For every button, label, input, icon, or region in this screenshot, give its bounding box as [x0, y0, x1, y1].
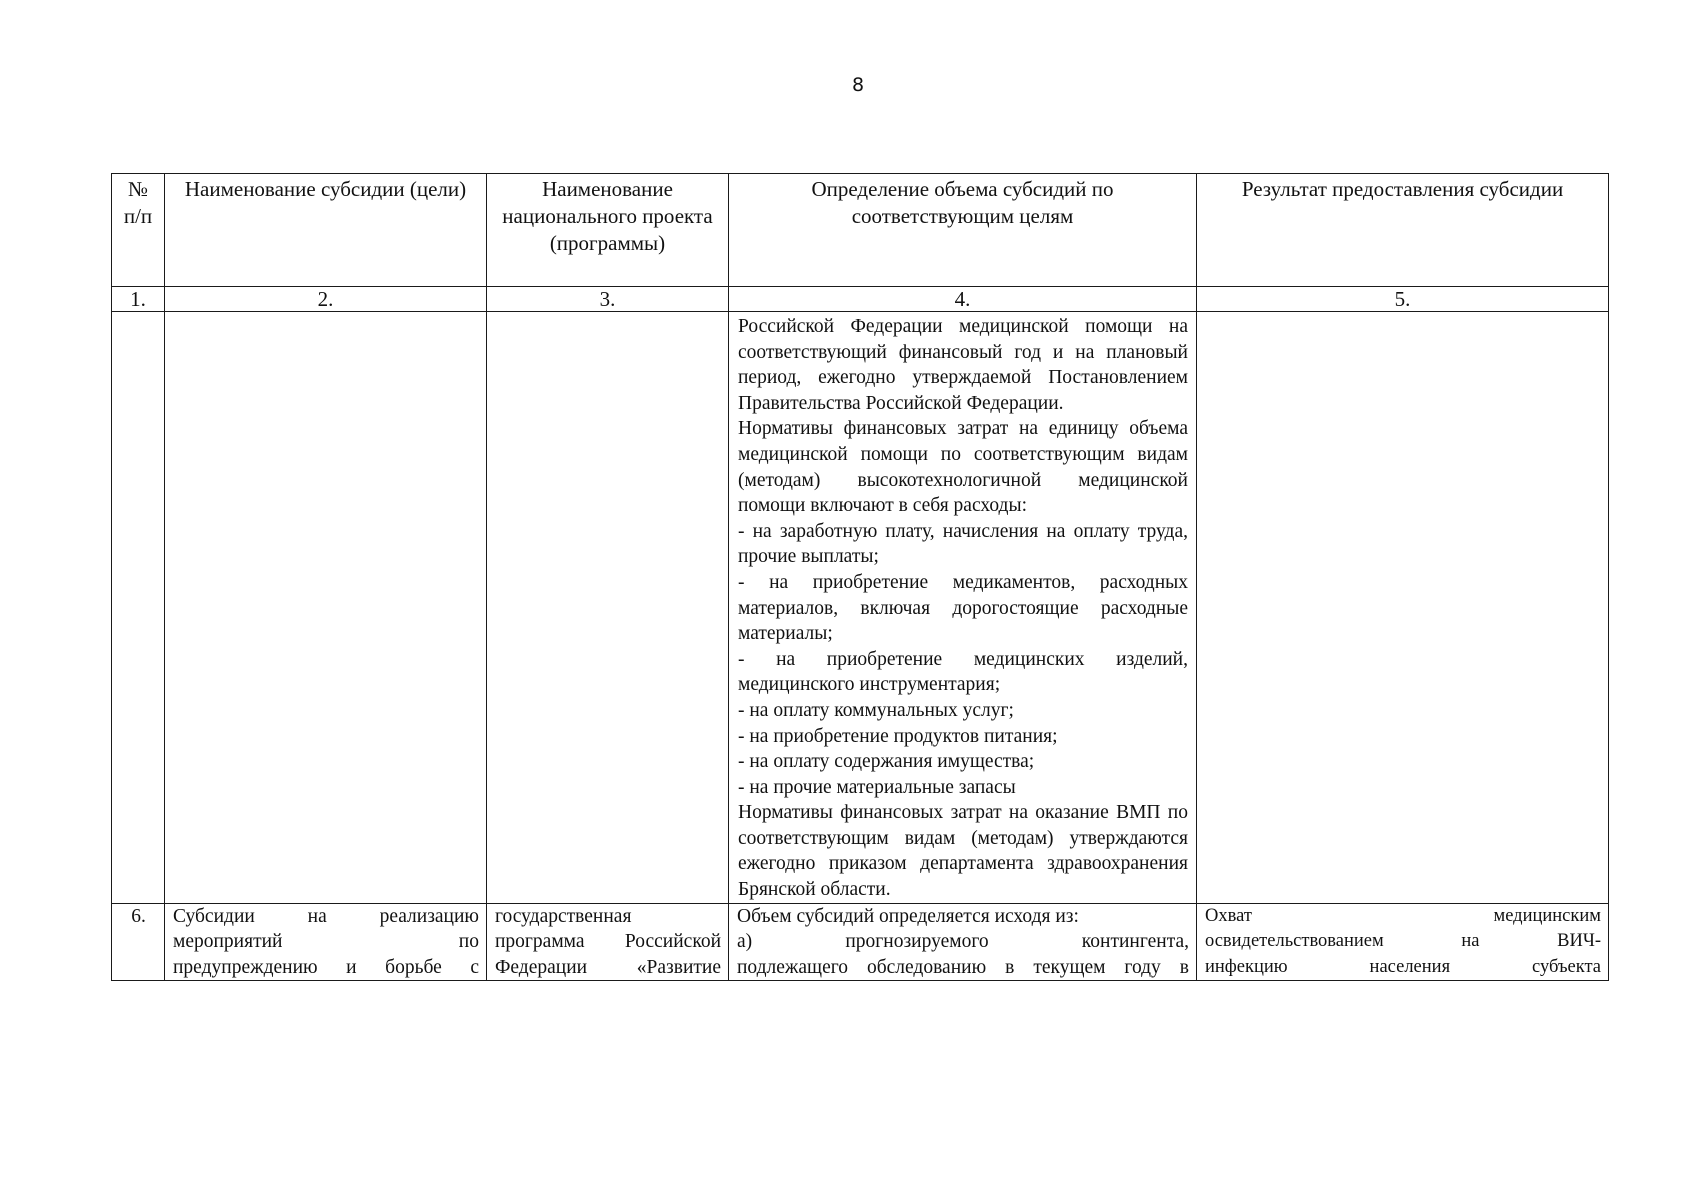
text-line: Охват медицинским: [1205, 905, 1601, 926]
table-row-continued: [112, 312, 1609, 904]
text-line: мероприятий по: [173, 931, 479, 953]
column-number: 4.: [729, 287, 1197, 312]
text-line: освидетельствованием на ВИЧ-: [1205, 931, 1601, 952]
page-number: 8: [851, 74, 865, 96]
cell-empty: [487, 312, 729, 904]
text-line: Субсидии на реализацию: [173, 905, 479, 927]
cell-empty: [1197, 312, 1609, 904]
cell-row-number: 6.: [112, 903, 165, 981]
cell-national-project: [487, 903, 729, 981]
paragraph: Нормативы финансовых затрат на оказание ВМП по соответствующим видам (методам) утверждаются ежегодно приказом департамента здравоохранения Брянской области.: [738, 802, 1188, 901]
text-line: Федерации «Развитие: [495, 956, 721, 978]
header-number: № п/п: [112, 174, 165, 287]
text-line: Объем субсидий определяется исходя из:: [737, 905, 1079, 927]
list-item: - на прочие материальные запасы: [738, 776, 1016, 798]
text-line: подлежащего обследованию в текущем году в: [737, 956, 1189, 978]
list-item: - на приобретение медикаментов, расходных материалов, включая дорогостоящие расходные материалы;: [738, 571, 1188, 645]
text-line: государственная: [495, 905, 632, 927]
header-row: [112, 174, 1609, 287]
header-subsidy-name: Наименование субсидии (цели): [165, 174, 487, 287]
list-item: - на приобретение медицинских изделий, медицинского инструментария;: [738, 648, 1188, 696]
header-result: Результат предоставления субсидии: [1197, 174, 1609, 287]
cell-empty: [165, 312, 487, 904]
table-row-6: [112, 903, 1609, 981]
list-item: - на оплату содержания имущества;: [738, 751, 1035, 773]
cell-result: [1197, 903, 1609, 981]
list-item: - на заработную плату, начисления на оплату труда, прочие выплаты;: [738, 520, 1188, 568]
cell-volume-definition: [729, 312, 1197, 904]
paragraph: Нормативы финансовых затрат на единицу объема медицинской помощи по соответствующим видам (методам) высокотехнологичной медицинской помощи включают в себя расходы:: [738, 418, 1188, 517]
header-national-project: Наименование национального проекта (программы): [487, 174, 729, 287]
paragraph: Российской Федерации медицинской помощи на соответствующий финансовый год и на плановый период, ежегодно утверждаемой Постановлением Правительства Российской Федерации.: [738, 316, 1188, 414]
list-item: - на оплату коммунальных услуг;: [738, 699, 1014, 721]
text-line: а) прогнозируемого контингента,: [737, 931, 1189, 953]
cell-empty: [112, 312, 165, 904]
cell-subsidy-name: [165, 903, 487, 981]
header-volume-definition: Определение объема субсидий по соответствующим целям: [729, 174, 1197, 287]
list-item: - на приобретение продуктов питания;: [738, 725, 1058, 747]
column-number-row: [112, 287, 1609, 312]
column-number: 5.: [1197, 287, 1609, 312]
text-line: инфекцию населения субъекта: [1205, 956, 1601, 977]
subsidy-table: [111, 173, 1609, 981]
text-line: предупреждению и борьбе с: [173, 956, 479, 978]
text-line: программа Российской: [495, 931, 721, 953]
column-number: 1.: [112, 287, 165, 312]
cell-volume-definition: [729, 903, 1197, 981]
column-number: 2.: [165, 287, 487, 312]
column-number: 3.: [487, 287, 729, 312]
